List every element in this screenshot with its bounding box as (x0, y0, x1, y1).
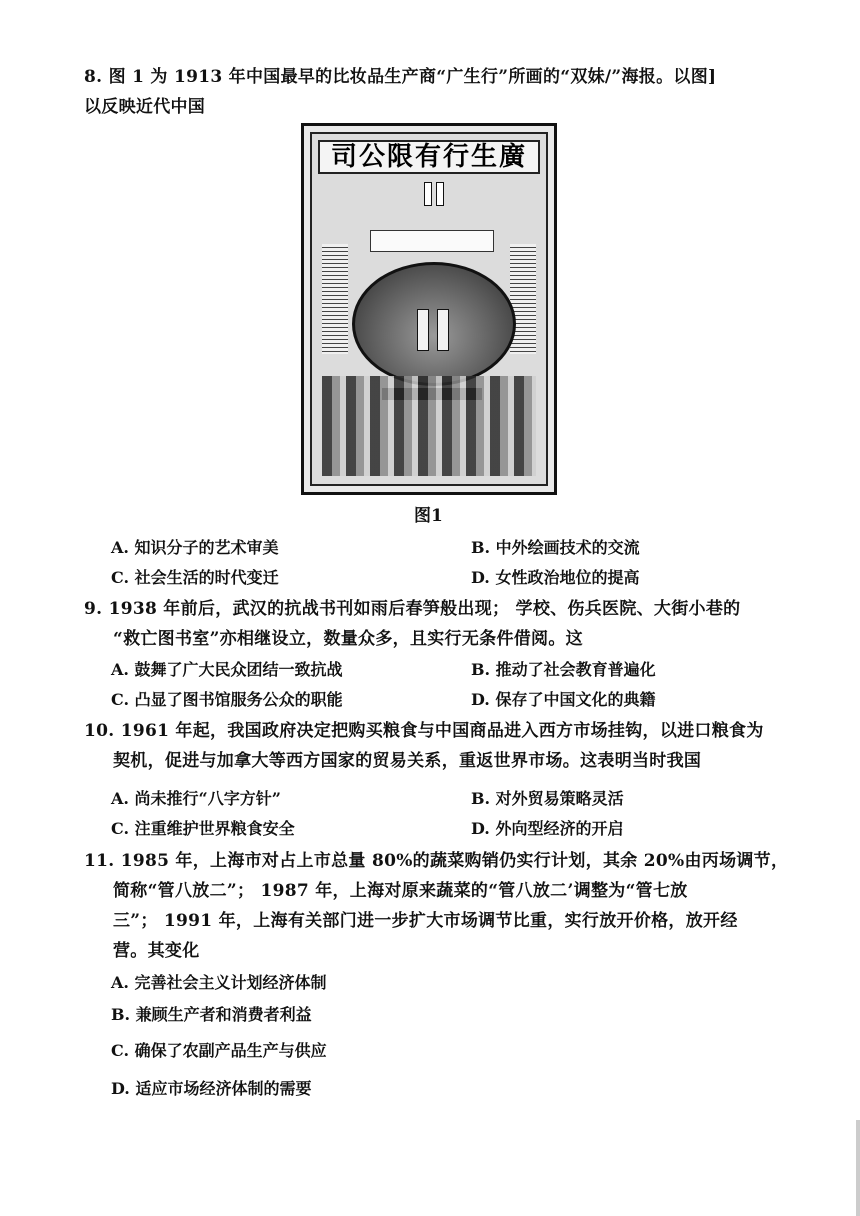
poster-small-figure-left (424, 182, 432, 206)
q10-stem-line-1: 10. 1961 年起，我国政府决定把购买粮食与中国商品进入西方市场挂钩，以进口粮食为 (84, 721, 764, 741)
q11-stem-line-1: 11. 1985 年，上海市对占上市总量 80%的蔬菜购销仍实行计划，其余 20%由丙场调节， (84, 851, 789, 871)
q10-option-b[interactable]: B. 对外贸易策略灵活 (471, 789, 624, 808)
q10-option-c[interactable]: C. 注重维护世界粮食安全 (111, 819, 295, 838)
q11-stem-line-4: 营。其变化 (113, 941, 200, 961)
q11-stem-line-3: 三”； 1991 年，上海有关部门进一步扩大市场调节比重，实行放开价格，放开经 (113, 911, 738, 931)
q8-option-a[interactable]: A. 知识分子的艺术审美 (111, 538, 279, 557)
poster-oval-scene (352, 262, 516, 386)
q11-option-a[interactable]: A. 完善社会主义计划经济体制 (111, 973, 327, 992)
q9-stem-line-1: 9. 1938 年前后，武汉的抗战书刊如雨后春笋般出现； 学校、伤兵医院、大街小巷的 (84, 599, 741, 619)
q8-option-d[interactable]: D. 女性政治地位的提高 (471, 568, 640, 587)
page-edge-scrollbar[interactable] (856, 1120, 860, 1216)
poster-banner (370, 230, 494, 252)
figure-caption: 图1 (414, 506, 443, 526)
q11-option-b[interactable]: B. 兼顾生产者和消费者利益 (111, 1005, 312, 1024)
q11-option-c[interactable]: C. 确保了农副产品生产与供应 (111, 1041, 327, 1060)
q8-option-b[interactable]: B. 中外绘画技术的交流 (471, 538, 640, 557)
poster-figure-left (417, 309, 429, 351)
q8-stem-line-1: 8. 图 1 为 1913 年中国最早的比妆品生产商“广生行”所画的“双妹/”海报。以图] (84, 67, 717, 87)
poster-product-bottles (322, 376, 536, 476)
poster-artwork (310, 132, 548, 486)
q10-option-a[interactable]: A. 尚未推行“八字方针” (111, 789, 281, 808)
q9-option-d[interactable]: D. 保存了中国文化的典籍 (471, 690, 656, 709)
q11-option-d[interactable]: D. 适应市场经济体制的需要 (111, 1079, 312, 1098)
poster-small-figure-right (436, 182, 444, 206)
q9-option-b[interactable]: B. 推动了社会教育普遍化 (471, 660, 656, 679)
poster-title: 司公限有行生廣 (318, 140, 540, 174)
q10-stem-line-2: 契机，促进与加拿大等西方国家的贸易关系，重返世界市场。这表明当时我国 (113, 751, 702, 771)
q8-option-c[interactable]: C. 社会生活的时代变迁 (111, 568, 279, 587)
poster-figure (301, 123, 557, 495)
q11-stem-line-2: 简称“管八放二”； 1987 年，上海对原来蔬菜的“管八放二’调整为“管七放 (113, 881, 688, 901)
poster-side-text-left (322, 244, 348, 354)
q8-stem-line-2: 以反映近代中国 (84, 97, 206, 117)
poster-figure-right (437, 309, 449, 351)
q9-stem-line-2: “救亡图书室”亦相继设立，数量众多，且实行无条件借阅。这 (113, 629, 583, 649)
q10-option-d[interactable]: D. 外向型经济的开启 (471, 819, 624, 838)
q9-option-c[interactable]: C. 凸显了图书馆服务公众的职能 (111, 690, 343, 709)
q9-option-a[interactable]: A. 鼓舞了广大民众团结一致抗战 (111, 660, 343, 679)
